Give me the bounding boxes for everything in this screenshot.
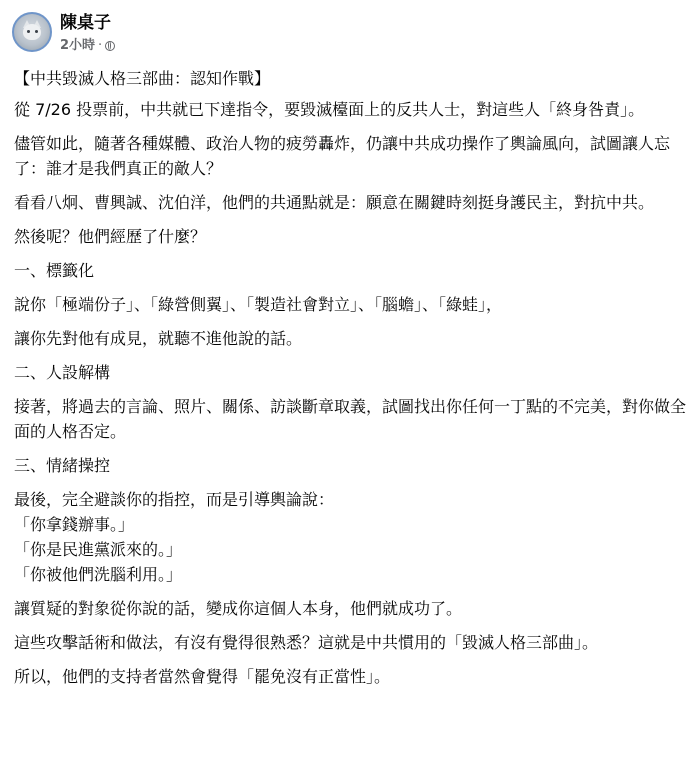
paragraph: 最後，完全避談你的指控，而是引導輿論說： xyxy=(14,490,335,509)
section-heading: 三、情緒操控 xyxy=(14,456,111,475)
avatar[interactable] xyxy=(12,12,52,52)
cat-eye-left xyxy=(27,30,30,33)
post-body xyxy=(14,66,690,698)
post-meta xyxy=(60,12,115,55)
section-heading: 二、人設解構 xyxy=(14,363,111,382)
paragraph: 從 7/26 投票前，中共就已下達指令，要毀滅檯面上的反共人士，對這些人「終身咎責」。 xyxy=(14,100,645,119)
post-header xyxy=(12,12,115,60)
quote-line: 「你拿錢辦事。」 xyxy=(14,515,135,534)
paragraph: 儘管如此，隨著各種媒體、政治人物的疲勞轟炸，仍讓中共成功操作了輿論風向，試圖讓人忘了：誰才是我們真正的敵人？ xyxy=(14,134,671,178)
globe-icon[interactable] xyxy=(105,41,115,51)
paragraph: 讓你先對他有成見，就聽不進他說的話。 xyxy=(14,329,303,348)
post-timestamp[interactable]: 2小時 xyxy=(60,38,96,53)
paragraph: 說你「極端份子」、「綠營側翼」、「製造社會對立」、「腦蟾」、「綠蛙」， xyxy=(14,295,503,314)
cat-eye-right xyxy=(35,30,38,33)
author-name[interactable]: 陳桌子 xyxy=(60,13,111,33)
paragraph: 然後呢？他們經歷了什麼？ xyxy=(14,227,207,246)
paragraph: 接著，將過去的言論、照片、關係、訪談斷章取義，試圖找出你任何一丁點的不完美，對你做全面的人格否定。 xyxy=(14,397,687,441)
section-heading: 一、標籤化 xyxy=(14,261,95,280)
post-title: 【中共毀滅人格三部曲：認知作戰】 xyxy=(14,69,271,88)
quote-block xyxy=(14,487,690,587)
paragraph: 這些攻擊話術和做法，有沒有覺得很熟悉？這就是中共慣用的「毀滅人格三部曲」。 xyxy=(14,633,599,652)
quote-line: 「你被他們洗腦利用。」 xyxy=(14,565,183,584)
quote-line: 「你是民進黨派來的。」 xyxy=(14,540,183,559)
timestamp-row xyxy=(60,37,115,55)
paragraph: 看看八炯、曹興誠、沈伯洋，他們的共通點就是：願意在關鍵時刻挺身護民主，對抗中共。 xyxy=(14,193,655,212)
cat-face xyxy=(23,24,41,40)
paragraph: 讓質疑的對象從你說的話，變成你這個人本身，他們就成功了。 xyxy=(14,599,463,618)
separator-dot: · xyxy=(98,38,103,53)
paragraph: 所以，他們的支持者當然會覺得「罷免沒有正當性」。 xyxy=(14,667,391,686)
